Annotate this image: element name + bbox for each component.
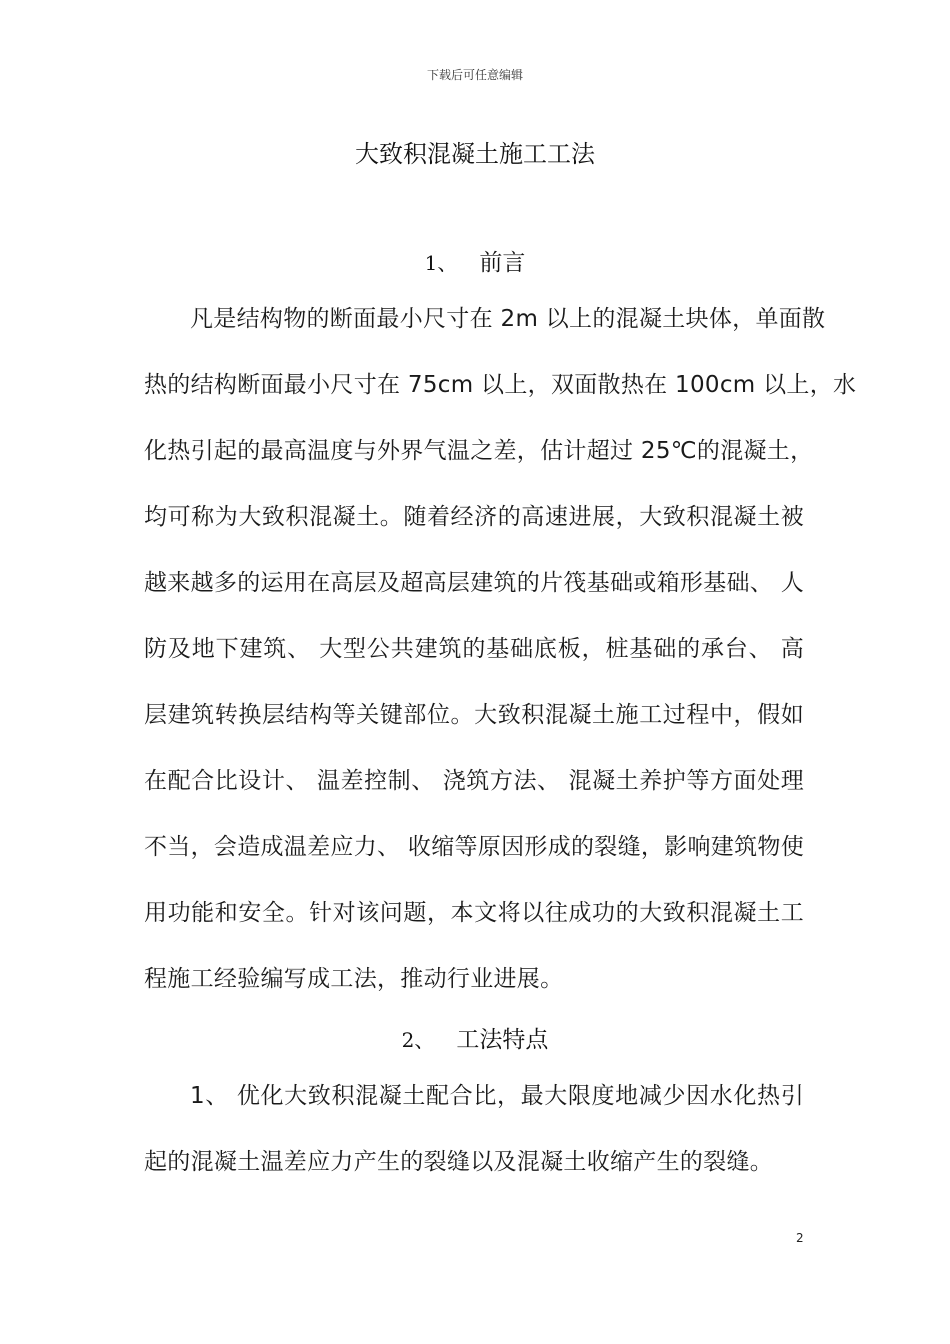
paragraph-line: 层建筑转换层结构等关键部位。大致积混凝土施工过程中，假如 (144, 702, 804, 728)
paragraph-line: 起的混凝土温差应力产生的裂缝以及混凝土收缩产生的裂缝。 (144, 1149, 774, 1175)
section-number: 2、 (401, 1028, 435, 1052)
section-title: 工法特点 (456, 1027, 549, 1053)
page-number: 2 (796, 1231, 804, 1245)
paragraph-line: 凡是结构物的断面最小尺寸在 2m 以上的混凝土块体，单面散 (190, 306, 826, 332)
section-title: 前言 (479, 250, 526, 276)
paragraph-line: 程施工经验编写成工法，推动行业进展。 (144, 966, 564, 992)
paragraph-line: 不当，会造成温差应力、 收缩等原因形成的裂缝，影响建筑物使 (144, 834, 805, 860)
document-title: 大致积混凝土施工工法 (355, 140, 595, 168)
paragraph-line: 化热引起的最高温度与外界气温之差，估计超过 25℃的混凝土， (144, 438, 814, 464)
section-heading-features (0, 1021, 950, 1054)
paragraph-line: 均可称为大致积混凝土。随着经济的高速进展，大致积混凝土被 (144, 504, 804, 530)
paragraph-line: 热的结构断面最小尺寸在 75cm 以上，双面散热在 100cm 以上，水 (144, 372, 857, 398)
paragraph-line: 防及地下建筑、 大型公共建筑的基础底板，桩基础的承台、 高 (144, 636, 804, 662)
paragraph-line: 在配合比设计、 温差控制、 浇筑方法、 混凝土养护等方面处理 (144, 768, 804, 794)
paragraph-line: 用功能和安全。针对该问题，本文将以往成功的大致积混凝土工 (144, 900, 804, 926)
paragraph-line: 1、 优化大致积混凝土配合比，最大限度地减少因水化热引 (190, 1083, 804, 1109)
section-heading-preface (0, 244, 950, 277)
paragraph-line: 越来越多的运用在高层及超高层建筑的片筏基础或箱形基础、 人 (144, 570, 805, 596)
header-note: 下载后可任意编辑 (426, 68, 523, 82)
section-number: 1、 (424, 251, 458, 275)
